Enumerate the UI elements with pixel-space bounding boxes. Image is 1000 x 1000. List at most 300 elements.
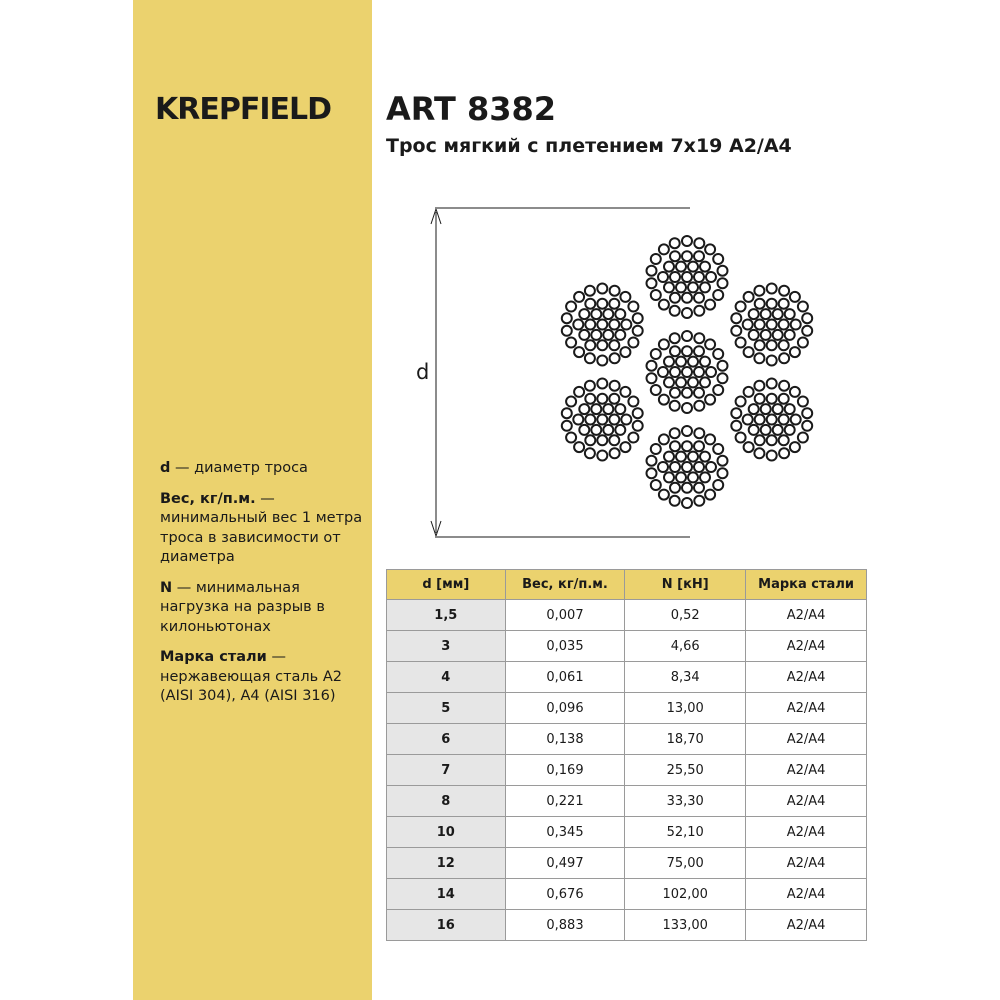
- legend-text: — минимальная нагрузка на разрыв в килоньютонах: [160, 579, 325, 635]
- cell-steel-grade: А2/А4: [746, 817, 867, 848]
- wire-circle: [713, 349, 723, 359]
- header-weight: Вес, кг/п.м.: [505, 570, 625, 600]
- wire-circle: [573, 320, 583, 330]
- wire-circle: [603, 404, 613, 414]
- wire-circle: [688, 262, 698, 272]
- wire-circle: [574, 292, 584, 302]
- wire-circle: [694, 333, 704, 343]
- wire-circle: [591, 425, 601, 435]
- wire-circle: [651, 290, 661, 300]
- wire-circle: [621, 415, 631, 425]
- wire-circle: [670, 428, 680, 438]
- legend-text: — нержавеющая сталь А2 (AISI 304), А4 (AISI 316): [160, 649, 342, 704]
- wire-circle: [682, 272, 692, 282]
- wire-circle: [574, 387, 584, 397]
- wire-circle: [749, 309, 759, 319]
- wire-circle: [633, 408, 643, 418]
- wire-circle: [682, 483, 692, 493]
- wire-circle: [610, 353, 620, 363]
- header-steel-grade: Марка стали: [746, 570, 867, 600]
- cell-load: 25,50: [625, 755, 746, 786]
- wire-circle: [773, 404, 783, 414]
- wire-circle: [676, 452, 686, 462]
- wire-circle: [670, 462, 680, 472]
- wire-circle: [706, 367, 716, 377]
- wire-circle: [609, 299, 619, 309]
- wire-circle: [633, 326, 643, 336]
- wire-circle: [647, 456, 657, 466]
- wire-circle: [670, 401, 680, 411]
- wire-circle: [761, 309, 771, 319]
- wire-circle: [682, 367, 692, 377]
- table-row: [387, 631, 867, 662]
- wire-circle: [682, 251, 692, 261]
- wire-circle: [651, 349, 661, 359]
- wire-circle: [609, 340, 619, 350]
- wire-circle: [585, 320, 595, 330]
- wire-circle: [731, 421, 741, 431]
- wire-circle: [754, 353, 764, 363]
- cell-diameter: 10: [387, 817, 506, 848]
- wire-circle: [779, 415, 789, 425]
- wire-circle: [659, 434, 669, 444]
- wire-circle: [767, 435, 777, 445]
- wire-circle: [603, 425, 613, 435]
- wire-circle: [755, 415, 765, 425]
- wire-circle: [658, 367, 668, 377]
- wire-circle: [779, 320, 789, 330]
- wire-circle: [676, 282, 686, 292]
- wire-circle: [670, 441, 680, 451]
- wire-circle: [744, 442, 754, 452]
- wire-circle: [562, 326, 572, 336]
- cell-steel-grade: А2/А4: [746, 755, 867, 786]
- wire-circle: [682, 441, 692, 451]
- table-row: [387, 662, 867, 693]
- wire-circle: [773, 330, 783, 340]
- wire-circle: [744, 347, 754, 357]
- wire-circle: [651, 480, 661, 490]
- cell-weight: 0,221: [505, 786, 625, 817]
- wire-circle: [705, 434, 715, 444]
- wire-circle: [597, 415, 607, 425]
- wire-circle: [779, 340, 789, 350]
- wire-circle: [610, 286, 620, 296]
- wire-circle: [779, 299, 789, 309]
- wire-circle: [651, 385, 661, 395]
- wire-circle: [682, 293, 692, 303]
- cell-diameter: 12: [387, 848, 506, 879]
- wire-circle: [682, 346, 692, 356]
- wire-circle: [713, 290, 723, 300]
- wire-circle: [694, 441, 704, 451]
- brand-logo: KREPFIELD: [155, 92, 331, 127]
- wire-circle: [676, 262, 686, 272]
- wire-circle: [785, 330, 795, 340]
- wire-circle: [579, 330, 589, 340]
- cell-weight: 0,883: [505, 910, 625, 941]
- cell-diameter: 4: [387, 662, 506, 693]
- cell-steel-grade: А2/А4: [746, 879, 867, 910]
- cell-steel-grade: А2/А4: [746, 848, 867, 879]
- cell-steel-grade: А2/А4: [746, 600, 867, 631]
- cell-weight: 0,138: [505, 724, 625, 755]
- wire-circle: [659, 339, 669, 349]
- wire-circle: [615, 330, 625, 340]
- cell-diameter: 14: [387, 879, 506, 910]
- wire-circle: [664, 472, 674, 482]
- wire-circle: [620, 292, 630, 302]
- wire-circle: [718, 278, 728, 288]
- wire-circle: [682, 331, 692, 341]
- article-number: ART 8382: [386, 90, 556, 128]
- wire-circle: [736, 302, 746, 312]
- wire-circle: [749, 425, 759, 435]
- wire-circle: [718, 361, 728, 371]
- cell-load: 13,00: [625, 693, 746, 724]
- wire-circle: [731, 313, 741, 323]
- wire-circle: [620, 347, 630, 357]
- wire-circle: [585, 394, 595, 404]
- wire-circle: [628, 338, 638, 348]
- wire-circle: [682, 462, 692, 472]
- wire-circle: [767, 415, 777, 425]
- wire-circle: [773, 309, 783, 319]
- wire-circle: [670, 306, 680, 316]
- wire-circle: [585, 299, 595, 309]
- wire-circle: [785, 425, 795, 435]
- wire-circle: [802, 421, 812, 431]
- cell-load: 4,66: [625, 631, 746, 662]
- wire-circle: [767, 340, 777, 350]
- wire-circle: [670, 483, 680, 493]
- wire-circle: [591, 309, 601, 319]
- cell-steel-grade: А2/А4: [746, 631, 867, 662]
- wire-circle: [694, 388, 704, 398]
- wire-circle: [670, 367, 680, 377]
- wire-circle: [779, 381, 789, 391]
- cell-steel-grade: А2/А4: [746, 910, 867, 941]
- wire-circle: [779, 435, 789, 445]
- cell-steel-grade: А2/А4: [746, 693, 867, 724]
- legend-item: [160, 459, 370, 479]
- wire-circle: [562, 421, 572, 431]
- wire-circle: [573, 415, 583, 425]
- legend-item: [160, 648, 370, 707]
- table-row: [387, 817, 867, 848]
- legend-term: Вес, кг/п.м.: [160, 490, 256, 507]
- wire-circle: [682, 403, 692, 413]
- wire-circle: [785, 309, 795, 319]
- wire-circle: [591, 404, 601, 414]
- wire-circle: [694, 306, 704, 316]
- wire-circle: [676, 357, 686, 367]
- wire-circle: [790, 442, 800, 452]
- wire-circle: [603, 330, 613, 340]
- wire-circle: [585, 353, 595, 363]
- wire-circle: [705, 339, 715, 349]
- wire-circle: [700, 452, 710, 462]
- wire-circle: [700, 377, 710, 387]
- wire-circle: [798, 302, 808, 312]
- wire-circle: [597, 394, 607, 404]
- wire-circle: [676, 377, 686, 387]
- wire-circle: [767, 284, 777, 294]
- wire-circle: [802, 313, 812, 323]
- cell-weight: 0,035: [505, 631, 625, 662]
- cell-weight: 0,497: [505, 848, 625, 879]
- wire-circle: [767, 299, 777, 309]
- wire-circle: [688, 357, 698, 367]
- wire-circle: [706, 272, 716, 282]
- wire-circle: [743, 415, 753, 425]
- wire-circle: [713, 480, 723, 490]
- wire-circle: [705, 395, 715, 405]
- legend-text: — минимальный вес 1 метра троса в зависимости от диаметра: [160, 490, 363, 565]
- wire-circle: [705, 300, 715, 310]
- wire-circle: [694, 346, 704, 356]
- wire-circle: [670, 496, 680, 506]
- wire-circle: [664, 377, 674, 387]
- wire-circle: [755, 299, 765, 309]
- wire-circle: [694, 496, 704, 506]
- wire-circle: [694, 238, 704, 248]
- wire-circle: [659, 300, 669, 310]
- wire-circle: [615, 404, 625, 414]
- wire-circle: [585, 448, 595, 458]
- wire-circle: [749, 330, 759, 340]
- wire-circle: [755, 394, 765, 404]
- wire-circle: [767, 451, 777, 461]
- table-row: [387, 755, 867, 786]
- wire-circle: [694, 272, 704, 282]
- cell-steel-grade: А2/А4: [746, 662, 867, 693]
- wire-circle: [659, 244, 669, 254]
- table-header-row: [387, 570, 867, 600]
- wire-circle: [597, 379, 607, 389]
- wire-circle: [670, 388, 680, 398]
- header-load: N [кН]: [625, 570, 746, 600]
- wire-circle: [718, 266, 728, 276]
- cell-weight: 0,007: [505, 600, 625, 631]
- wire-circle: [694, 293, 704, 303]
- wire-circle: [670, 333, 680, 343]
- wire-circle: [597, 320, 607, 330]
- wire-circle: [761, 330, 771, 340]
- wire-circle: [610, 448, 620, 458]
- wire-circle: [670, 272, 680, 282]
- wire-circle: [779, 394, 789, 404]
- cable-cross-section-diagram: [400, 200, 860, 545]
- wire-circle: [664, 282, 674, 292]
- wire-circle: [700, 357, 710, 367]
- cell-load: 0,52: [625, 600, 746, 631]
- wire-circle: [713, 444, 723, 454]
- wire-circle: [664, 452, 674, 462]
- wire-circle: [682, 498, 692, 508]
- wire-circle: [761, 404, 771, 414]
- wire-circle: [621, 320, 631, 330]
- wire-circle: [585, 286, 595, 296]
- wire-circle: [767, 356, 777, 366]
- wire-circle: [659, 395, 669, 405]
- cell-diameter: 3: [387, 631, 506, 662]
- wire-circle: [658, 272, 668, 282]
- wire-circle: [688, 452, 698, 462]
- wire-circle: [647, 373, 657, 383]
- wire-circle: [718, 456, 728, 466]
- spec-table: [386, 569, 867, 941]
- wire-circle: [767, 320, 777, 330]
- legend-term: d: [160, 460, 171, 476]
- cell-weight: 0,169: [505, 755, 625, 786]
- wire-circle: [676, 472, 686, 482]
- wire-circle: [628, 302, 638, 312]
- wire-circle: [585, 435, 595, 445]
- wire-circle: [651, 444, 661, 454]
- wire-circle: [694, 483, 704, 493]
- wire-circle: [628, 397, 638, 407]
- wire-circle: [647, 278, 657, 288]
- cell-weight: 0,096: [505, 693, 625, 724]
- cell-diameter: 1,5: [387, 600, 506, 631]
- cell-weight: 0,061: [505, 662, 625, 693]
- wire-circle: [688, 472, 698, 482]
- wire-circle: [633, 421, 643, 431]
- wire-circle: [670, 238, 680, 248]
- wire-circle: [597, 356, 607, 366]
- product-title: Трос мягкий с плетением 7х19 А2/А4: [386, 135, 792, 157]
- wire-circle: [597, 340, 607, 350]
- wire-circle: [773, 425, 783, 435]
- diameter-label: d: [416, 360, 430, 384]
- wire-circle: [743, 320, 753, 330]
- cell-load: 102,00: [625, 879, 746, 910]
- table-row: [387, 724, 867, 755]
- wire-circle: [694, 251, 704, 261]
- wire-circle: [688, 377, 698, 387]
- legend-term: N: [160, 579, 173, 596]
- wire-circle: [566, 302, 576, 312]
- wire-circle: [718, 373, 728, 383]
- wire-circle: [731, 408, 741, 418]
- wire-circle: [585, 415, 595, 425]
- cell-diameter: 16: [387, 910, 506, 941]
- cell-load: 33,30: [625, 786, 746, 817]
- wire-circle: [705, 490, 715, 500]
- wire-circle: [620, 387, 630, 397]
- wire-strands: [562, 236, 812, 508]
- wire-circle: [798, 433, 808, 443]
- wire-circle: [718, 468, 728, 478]
- wire-circle: [694, 428, 704, 438]
- wire-circle: [647, 468, 657, 478]
- wire-circle: [694, 367, 704, 377]
- wire-circle: [658, 462, 668, 472]
- wire-circle: [779, 353, 789, 363]
- wire-circle: [562, 313, 572, 323]
- wire-circle: [597, 284, 607, 294]
- table-row: [387, 848, 867, 879]
- wire-circle: [790, 387, 800, 397]
- wire-circle: [591, 330, 601, 340]
- cell-load: 75,00: [625, 848, 746, 879]
- wire-circle: [682, 236, 692, 246]
- wire-circle: [609, 320, 619, 330]
- wire-circle: [633, 313, 643, 323]
- wire-circle: [670, 293, 680, 303]
- cell-load: 18,70: [625, 724, 746, 755]
- wire-circle: [574, 442, 584, 452]
- legend: [160, 459, 370, 718]
- cell-steel-grade: А2/А4: [746, 724, 867, 755]
- wire-circle: [761, 425, 771, 435]
- wire-circle: [585, 381, 595, 391]
- wire-circle: [670, 251, 680, 261]
- cell-load: 133,00: [625, 910, 746, 941]
- wire-circle: [566, 397, 576, 407]
- wire-circle: [694, 462, 704, 472]
- wire-circle: [615, 309, 625, 319]
- wire-circle: [754, 448, 764, 458]
- wire-circle: [713, 254, 723, 264]
- cell-diameter: 5: [387, 693, 506, 724]
- wire-circle: [744, 292, 754, 302]
- wire-circle: [736, 433, 746, 443]
- wire-circle: [562, 408, 572, 418]
- wire-circle: [597, 451, 607, 461]
- wire-circle: [609, 435, 619, 445]
- wire-circle: [597, 435, 607, 445]
- wire-circle: [755, 320, 765, 330]
- wire-circle: [798, 338, 808, 348]
- wire-circle: [670, 346, 680, 356]
- wire-circle: [700, 472, 710, 482]
- wire-circle: [620, 442, 630, 452]
- wire-circle: [802, 408, 812, 418]
- wire-circle: [574, 347, 584, 357]
- legend-item: [160, 490, 370, 568]
- wire-circle: [790, 292, 800, 302]
- wire-circle: [754, 286, 764, 296]
- table-row: [387, 910, 867, 941]
- wire-circle: [700, 262, 710, 272]
- wire-circle: [682, 388, 692, 398]
- wire-circle: [659, 490, 669, 500]
- wire-circle: [790, 347, 800, 357]
- table-row: [387, 600, 867, 631]
- wire-circle: [706, 462, 716, 472]
- wire-circle: [647, 266, 657, 276]
- wire-circle: [615, 425, 625, 435]
- legend-term: Марка стали: [160, 649, 267, 665]
- wire-circle: [744, 387, 754, 397]
- wire-circle: [579, 425, 589, 435]
- wire-circle: [731, 326, 741, 336]
- wire-circle: [603, 309, 613, 319]
- wire-circle: [705, 244, 715, 254]
- wire-circle: [610, 381, 620, 391]
- wire-circle: [664, 357, 674, 367]
- wire-circle: [609, 394, 619, 404]
- cell-diameter: 6: [387, 724, 506, 755]
- wire-circle: [791, 320, 801, 330]
- wire-circle: [579, 309, 589, 319]
- wire-circle: [566, 338, 576, 348]
- cell-diameter: 8: [387, 786, 506, 817]
- wire-circle: [767, 379, 777, 389]
- wire-circle: [755, 340, 765, 350]
